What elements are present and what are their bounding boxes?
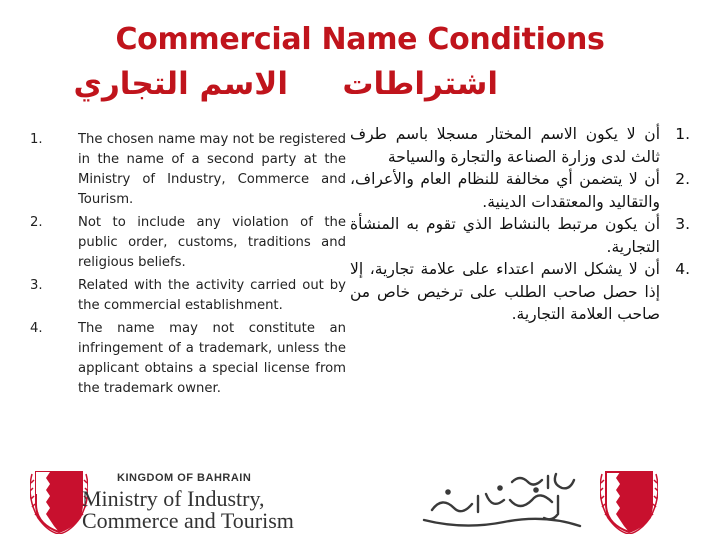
condition-item-ar bbox=[350, 123, 690, 168]
bahrain-emblem-icon bbox=[30, 466, 88, 534]
condition-text: Related with the activity carried out by the commercial establishment. bbox=[78, 278, 346, 313]
condition-item-en bbox=[30, 213, 346, 273]
ministry-logo-footer bbox=[20, 462, 700, 540]
condition-text: Not to include any violation of the public order, customs, traditions and religious beliefs. bbox=[78, 215, 346, 270]
title-ar-word-commercial-name: الاسم التجاري bbox=[73, 66, 288, 102]
title-ar-word-conditions: اشتراطات bbox=[342, 66, 498, 102]
condition-number: 3. bbox=[30, 278, 43, 293]
condition-text: أن لا يكون الاسم المختار مسجلا باسم طرف ثالث لدى وزارة الصناعة والتجارة والسياحة bbox=[350, 125, 660, 166]
condition-item-ar bbox=[350, 168, 690, 213]
ministry-line-1: Ministry of Industry, bbox=[82, 486, 265, 511]
kingdom-label: KINGDOM OF BAHRAIN bbox=[117, 472, 252, 484]
condition-item-en bbox=[30, 130, 346, 210]
bahrain-emblem-icon bbox=[600, 466, 658, 534]
condition-number: 2. bbox=[30, 215, 43, 230]
condition-text: أن لا يتضمن أي مخالفة للنظام العام والأعراف، والتقاليد والمعتقدات الدينية. bbox=[350, 170, 660, 211]
conditions-list-en bbox=[30, 130, 346, 402]
condition-text: The name may not constitute an infringement of a trademark, unless the applicant obtains a special license from the trademark owner. bbox=[78, 321, 346, 396]
ministry-line-2: Commerce and Tourism bbox=[82, 508, 294, 533]
condition-number: 4. bbox=[30, 321, 43, 336]
condition-item-ar bbox=[350, 213, 690, 258]
ministry-arabic-calligraphy-logo bbox=[412, 466, 592, 536]
condition-item-en bbox=[30, 276, 346, 316]
condition-number: 1. bbox=[30, 132, 43, 147]
condition-item-en bbox=[30, 319, 346, 399]
condition-number: 1. bbox=[675, 125, 690, 143]
conditions-list-ar bbox=[350, 123, 690, 326]
condition-number: 2. bbox=[675, 170, 690, 188]
condition-text: The chosen name may not be registered in the name of a second party at the Ministry of Industry, Commerce and Tourism. bbox=[78, 132, 346, 207]
condition-text: أن لا يشكل الاسم اعتداء على علامة تجارية، إلا إذا حصل صاحب الطلب على ترخيص خاص من صاحب العلامة التجارية. bbox=[350, 260, 660, 323]
condition-number: 3. bbox=[675, 215, 690, 233]
condition-number: 4. bbox=[675, 260, 690, 278]
condition-text: أن يكون مرتبط بالنشاط الذي تقوم به المنشأة التجارية. bbox=[350, 215, 660, 256]
page-title-en: Commercial Name Conditions bbox=[115, 22, 605, 57]
ministry-name-en bbox=[82, 488, 294, 532]
condition-item-ar bbox=[350, 258, 690, 326]
